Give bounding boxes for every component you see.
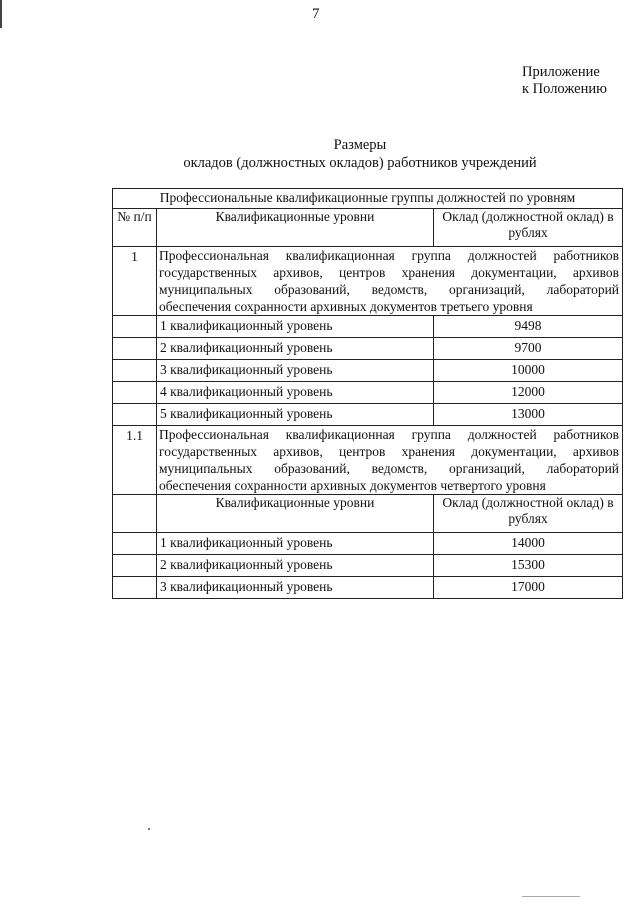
salary-cell: 12000 (434, 382, 623, 404)
col-header-salary: Оклад (должностной оклад) в рублях (434, 209, 623, 247)
group-title: Профессиональная квалификационная группа должностей работников государственных архивов, центров хранения документации, архивов муниципальных образований, ведомств, организаций, лабораторий обеспечения сохранности архивных документов четвертого уровня (157, 426, 623, 495)
salary-cell: 10000 (434, 360, 623, 382)
table-row (113, 555, 623, 577)
group-title: Профессиональная квалификационная группа должностей работников государственных архивов, центров хранения документации, архивов муниципальных образований, ведомств, организаций, лабораторий обеспечения сохранности архивных документов третьего уровня (157, 247, 623, 316)
salary-cell: 9498 (434, 316, 623, 338)
group-number: 1 (113, 247, 157, 316)
table-row (113, 316, 623, 338)
col-header-number: № п/п (113, 209, 157, 247)
salary-table (112, 188, 623, 599)
table-row (113, 404, 623, 426)
level-cell: 3 квалификационный уровень (157, 577, 434, 599)
appendix-line-1: Приложение (522, 64, 600, 80)
subheader-salary: Оклад (должностной оклад) в рублях (434, 495, 623, 533)
level-cell: 2 квалификационный уровень (157, 338, 434, 360)
scan-speck (148, 828, 150, 830)
group-number: 1.1 (113, 426, 157, 495)
appendix-note (522, 64, 607, 98)
salary-cell: 17000 (434, 577, 623, 599)
number-cell (113, 360, 157, 382)
level-cell: 5 квалификационный уровень (157, 404, 434, 426)
salary-cell: 9700 (434, 338, 623, 360)
number-cell (113, 533, 157, 555)
document-title (0, 136, 640, 172)
title-line-2: окладов (должностных окладов) работников учреждений (183, 155, 537, 171)
page-number: 7 (312, 6, 320, 22)
number-cell (113, 338, 157, 360)
table-row (113, 360, 623, 382)
scan-edge-mark (522, 896, 580, 897)
margin-mark (0, 0, 2, 28)
table-row (113, 577, 623, 599)
number-cell (113, 495, 157, 533)
number-cell (113, 577, 157, 599)
table-row (113, 533, 623, 555)
number-cell (113, 316, 157, 338)
level-cell: 2 квалификационный уровень (157, 555, 434, 577)
salary-cell: 14000 (434, 533, 623, 555)
col-header-level: Квалификационные уровни (157, 209, 434, 247)
number-cell (113, 555, 157, 577)
number-cell (113, 404, 157, 426)
level-cell: 1 квалификационный уровень (157, 316, 434, 338)
subheader-level: Квалификационные уровни (157, 495, 434, 533)
appendix-line-2: к Положению (522, 81, 607, 97)
number-cell (113, 382, 157, 404)
table-row (113, 382, 623, 404)
level-cell: 1 квалификационный уровень (157, 533, 434, 555)
level-cell: 4 квалификационный уровень (157, 382, 434, 404)
level-cell: 3 квалификационный уровень (157, 360, 434, 382)
salary-cell: 15300 (434, 555, 623, 577)
table-row (113, 338, 623, 360)
title-line-1: Размеры (333, 137, 387, 153)
band-header: Профессиональные квалификационные группы должностей по уровням (113, 189, 623, 209)
salary-cell: 13000 (434, 404, 623, 426)
